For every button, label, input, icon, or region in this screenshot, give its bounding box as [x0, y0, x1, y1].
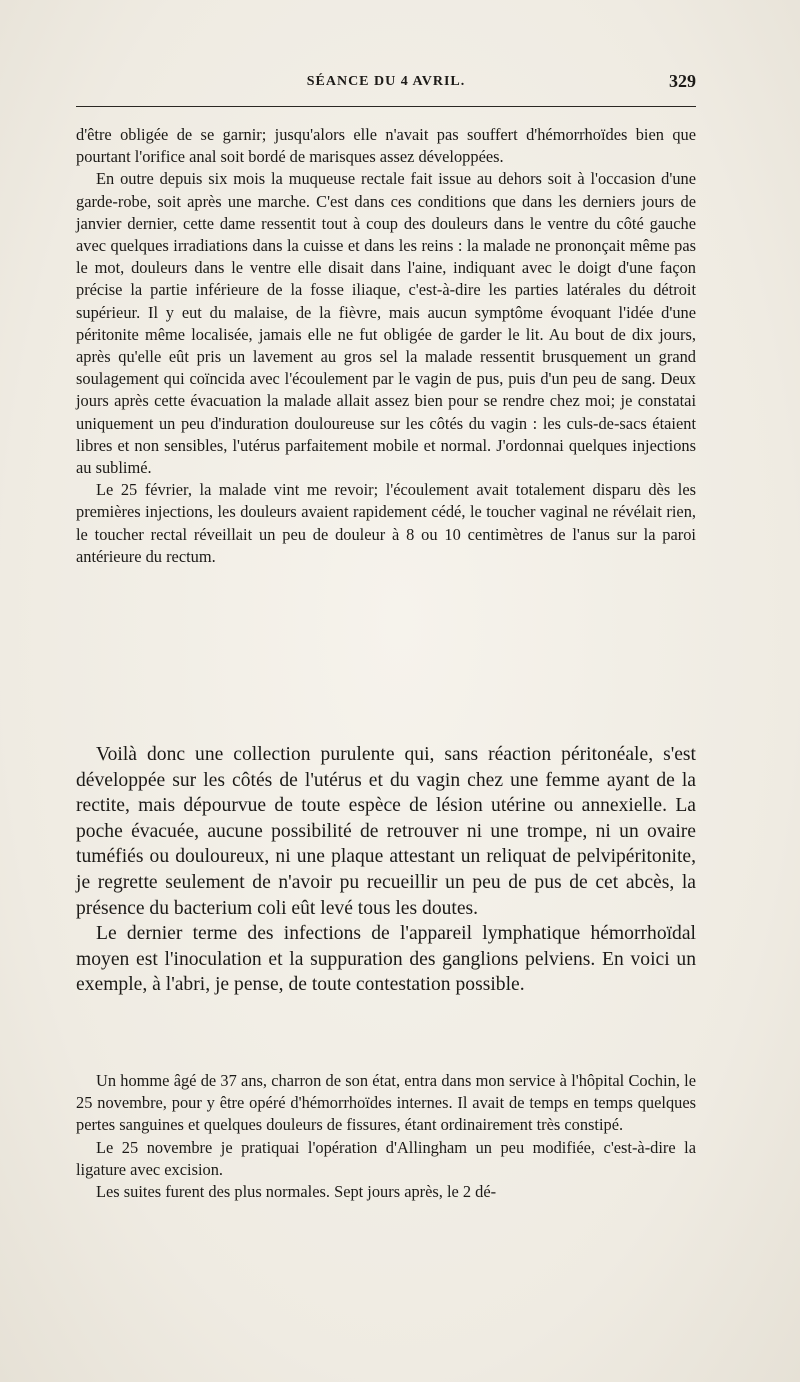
- paragraph-transition: Le dernier terme des infections de l'appareil lymphatique hémorrhoïdal moyen est l'inoculation et la suppuration des ganglions pelviens. En voici un exemple, à l'abri, je pense, de toute contestation possible.: [76, 923, 696, 996]
- paragraph-operation: Le 25 novembre je pratiquai l'opération d'Allingham un peu modifiée, c'est-à-dire la ligature avec excision.: [76, 1137, 696, 1179]
- paragraph-continuation: d'être obligée de se garnir; jusqu'alors elle n'avait pas souffert d'hémorrhoïdes bien que pourtant l'orifice anal soit bordé de marisques assez développées.: [76, 125, 696, 167]
- page-number: 329: [669, 71, 696, 91]
- header-title: SÉANCE DU 4 AVRIL.: [306, 74, 466, 89]
- paragraph-symptoms: En outre depuis six mois la muqueuse rectale fait issue au dehors soit à l'occasion d'une garde-robe, soit après une marche. C'est dans ces conditions que dans les derniers jours de janvier dernier, cette dame ressentit tout à coup des douleurs dans le ventre du côté gauche avec quelques irradiations dans la cuisse et dans les reins : la malade ne prononçait même pas le mot, douleurs dans le ventre elle disait dans l'aine, indiquant avec le doigt d'une façon précise la partie inférieure de la fosse iliaque, c'est-à-dire les parties latérales du détroit supérieur. Il y eut du malaise, de la fièvre, mais aucun symptôme évoquant l'idée d'une péritonite même localisée, jamais elle ne fut obligée de garder le lit. Au bout de dix jours, après qu'elle eût pris un lavement au gros sel la malade ressentit brusquement un grand soulagement qui coïncida avec l'écoulement par le vagin de pus, puis d'un peu de sang. Deux jours après cette évacuation la malade allait assez bien pour se rendre chez moi; je constatai uniquement un peu d'induration douloureuse sur les côtés du vagin : les culs-de-sacs étaient libres et non sensibles, l'utérus parfaitement mobile et normal. J'ordonnai quelques injections au sublimé.: [76, 169, 696, 478]
- text-block-discussion: [76, 742, 696, 998]
- paragraph-conclusion: Voilà donc une collection purulente qui, sans réaction péritonéale, s'est développée sur les côtés de l'utérus et du vagin chez une femme ayant de la rectite, mais dépourvue de toute espèce de lésion utérine ou annexielle. La poche évacuée, aucune possibilité de retrouver ni une trompe, ni un ovaire tuméfiés ou douloureux, ni une plaque attestant un reliquat de pelvipéritonite, je regrette seulement de n'avoir pu recueillir un peu de pus de cet abcès, la présence du bacterium coli eût levé tous les doutes.: [76, 744, 696, 919]
- header-rule: [76, 106, 696, 107]
- paragraph-follow-up: Le 25 février, la malade vint me revoir; l'écoulement avait totalement disparu dès les premières injections, les douleurs avaient rapidement cédé, le toucher vaginal ne révélait rien, le toucher rectal réveillait un peu de douleur à 8 ou 10 centimètres de l'anus sur la paroi antérieure du rectum.: [76, 480, 696, 566]
- paragraph-patient-intro: Un homme âgé de 37 ans, charron de son état, entra dans mon service à l'hôpital Cochin, le 25 novembre, pour y être opéré d'hémorrhoïdes internes. Il avait de temps en temps quelques pertes sanguines et quelques douleurs de fissures, étant ordinairement très constipé.: [76, 1071, 696, 1135]
- text-block-second-case: [76, 1070, 696, 1203]
- running-header: [76, 71, 696, 98]
- text-block-case-report: [76, 124, 696, 568]
- paragraph-aftermath: Les suites furent des plus normales. Sept jours après, le 2 dé-: [96, 1182, 497, 1202]
